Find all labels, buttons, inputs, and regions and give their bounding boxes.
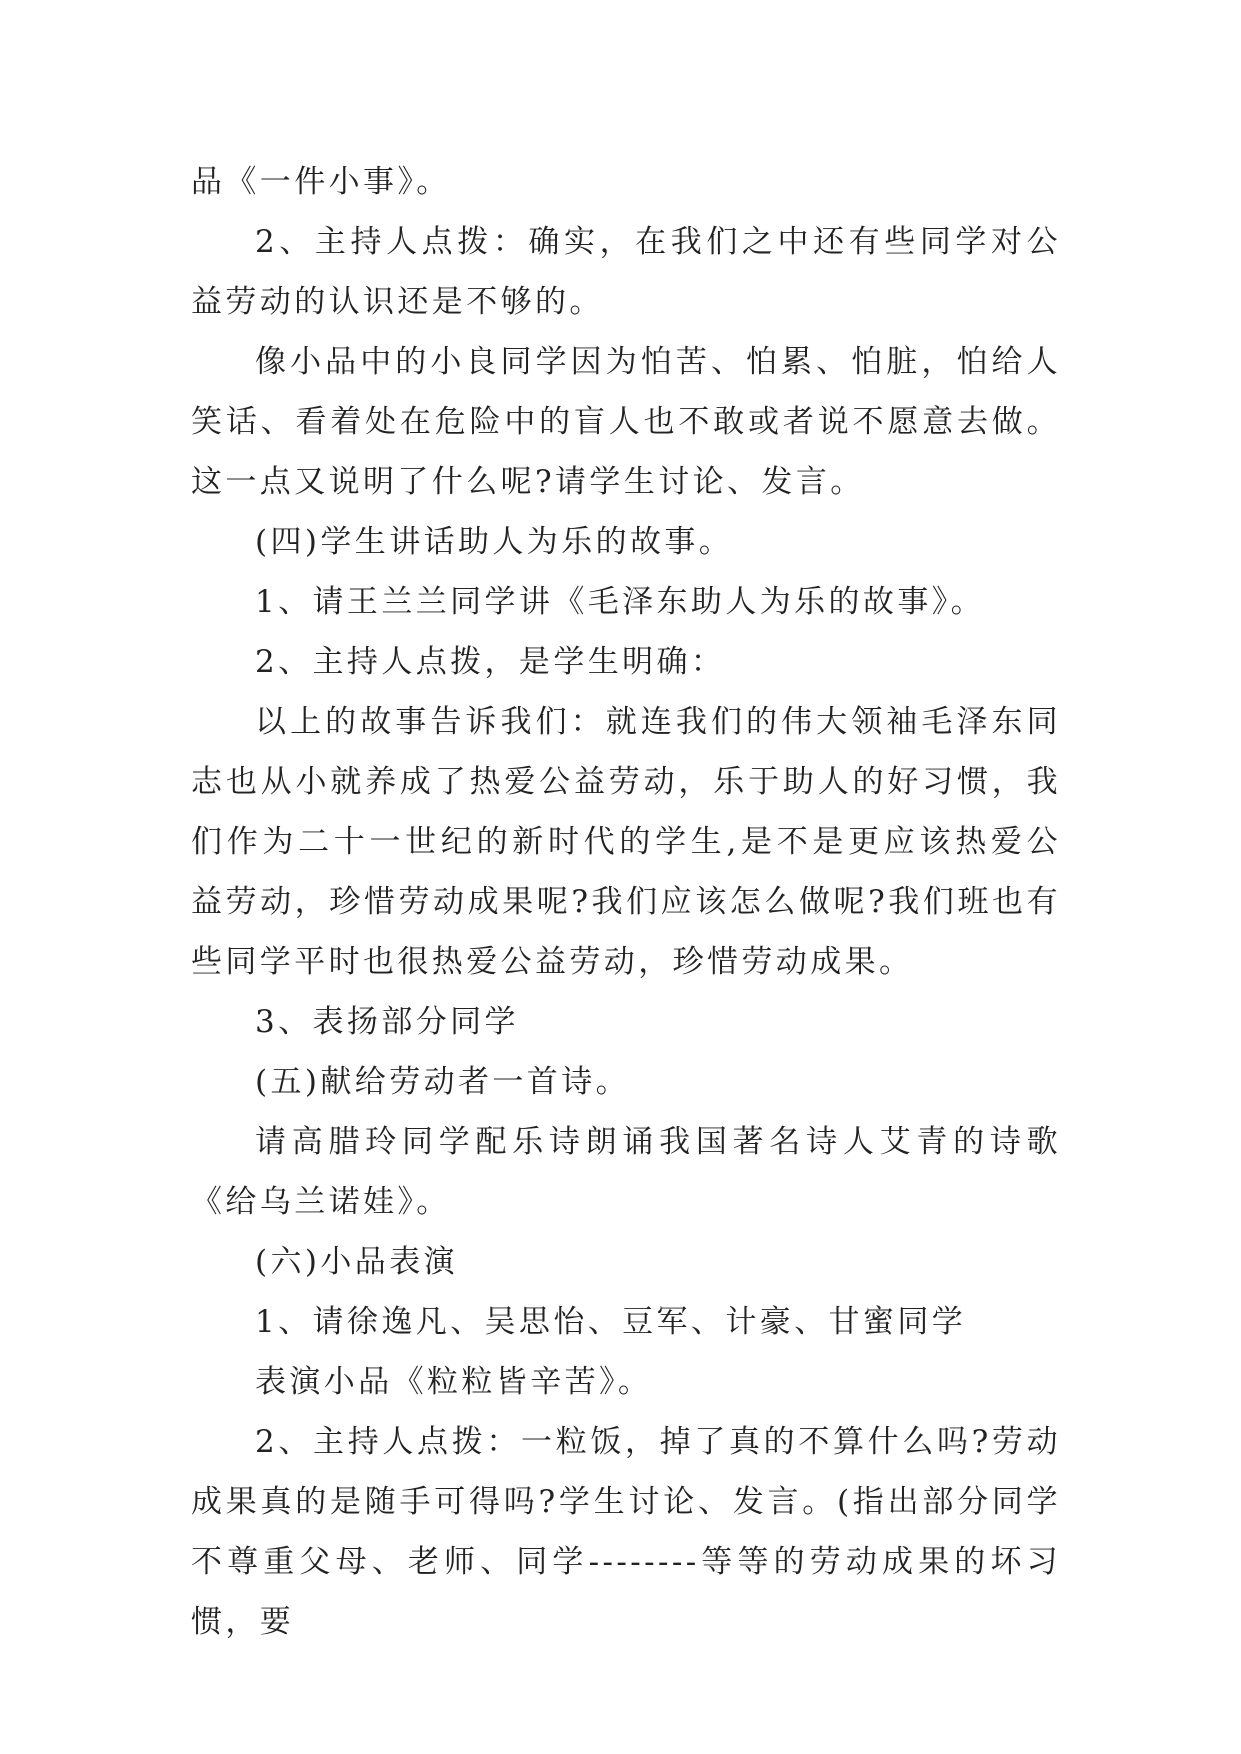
paragraph: 品《一件小事》。 bbox=[191, 164, 451, 200]
paragraph: 表演小品《粒粒皆辛苦》。 bbox=[255, 1364, 653, 1400]
paragraph: 1、请徐逸凡、吴思怡、豆军、计豪、甘蜜同学 bbox=[255, 1304, 967, 1340]
section-heading: (五)献给劳动者一首诗。 bbox=[255, 1064, 630, 1100]
paragraph: 以上的故事告诉我们：就连我们的伟大领袖毛泽东同志也从小就养成了热爱公益劳动，乐于助人的好习惯，我们作为二十一世纪的新时代的学生,是不是更应该热爱公益劳动，珍惜劳动成果呢?我们应该怎么做呢?我们班也有些同学平时也很热爱公益劳动，珍惜劳动成果。 bbox=[191, 704, 1061, 980]
paragraph: 请高腊玲同学配乐诗朗诵我国著名诗人艾青的诗歌《给乌兰诺娃》。 bbox=[191, 1124, 1061, 1220]
section-heading: (六)小品表演 bbox=[255, 1244, 458, 1280]
section-heading: (四)学生讲话助人为乐的故事。 bbox=[255, 524, 734, 560]
paragraph: 1、请王兰兰同学讲《毛泽东助人为乐的故事》。 bbox=[255, 584, 986, 620]
paragraph: 3、表扬部分同学 bbox=[255, 1004, 519, 1040]
paragraph: 2、主持人点拨：确实，在我们之中还有些同学对公益劳动的认识还是不够的。 bbox=[191, 224, 1061, 320]
document-body bbox=[191, 152, 1061, 1652]
paragraph: 像小品中的小良同学因为怕苦、怕累、怕脏，怕给人笑话、看着处在危险中的盲人也不敢或者说不愿意去做。这一点又说明了什么呢?请学生讨论、发言。 bbox=[191, 344, 1061, 500]
paragraph: 2、主持人点拨，是学生明确： bbox=[255, 644, 726, 680]
paragraph: 2、主持人点拨：一粒饭，掉了真的不算什么吗?劳动成果真的是随手可得吗?学生讨论、发言。(指出部分同学不尊重父母、老师、同学--------等等的劳动成果的坏习惯，要 bbox=[191, 1424, 1061, 1640]
